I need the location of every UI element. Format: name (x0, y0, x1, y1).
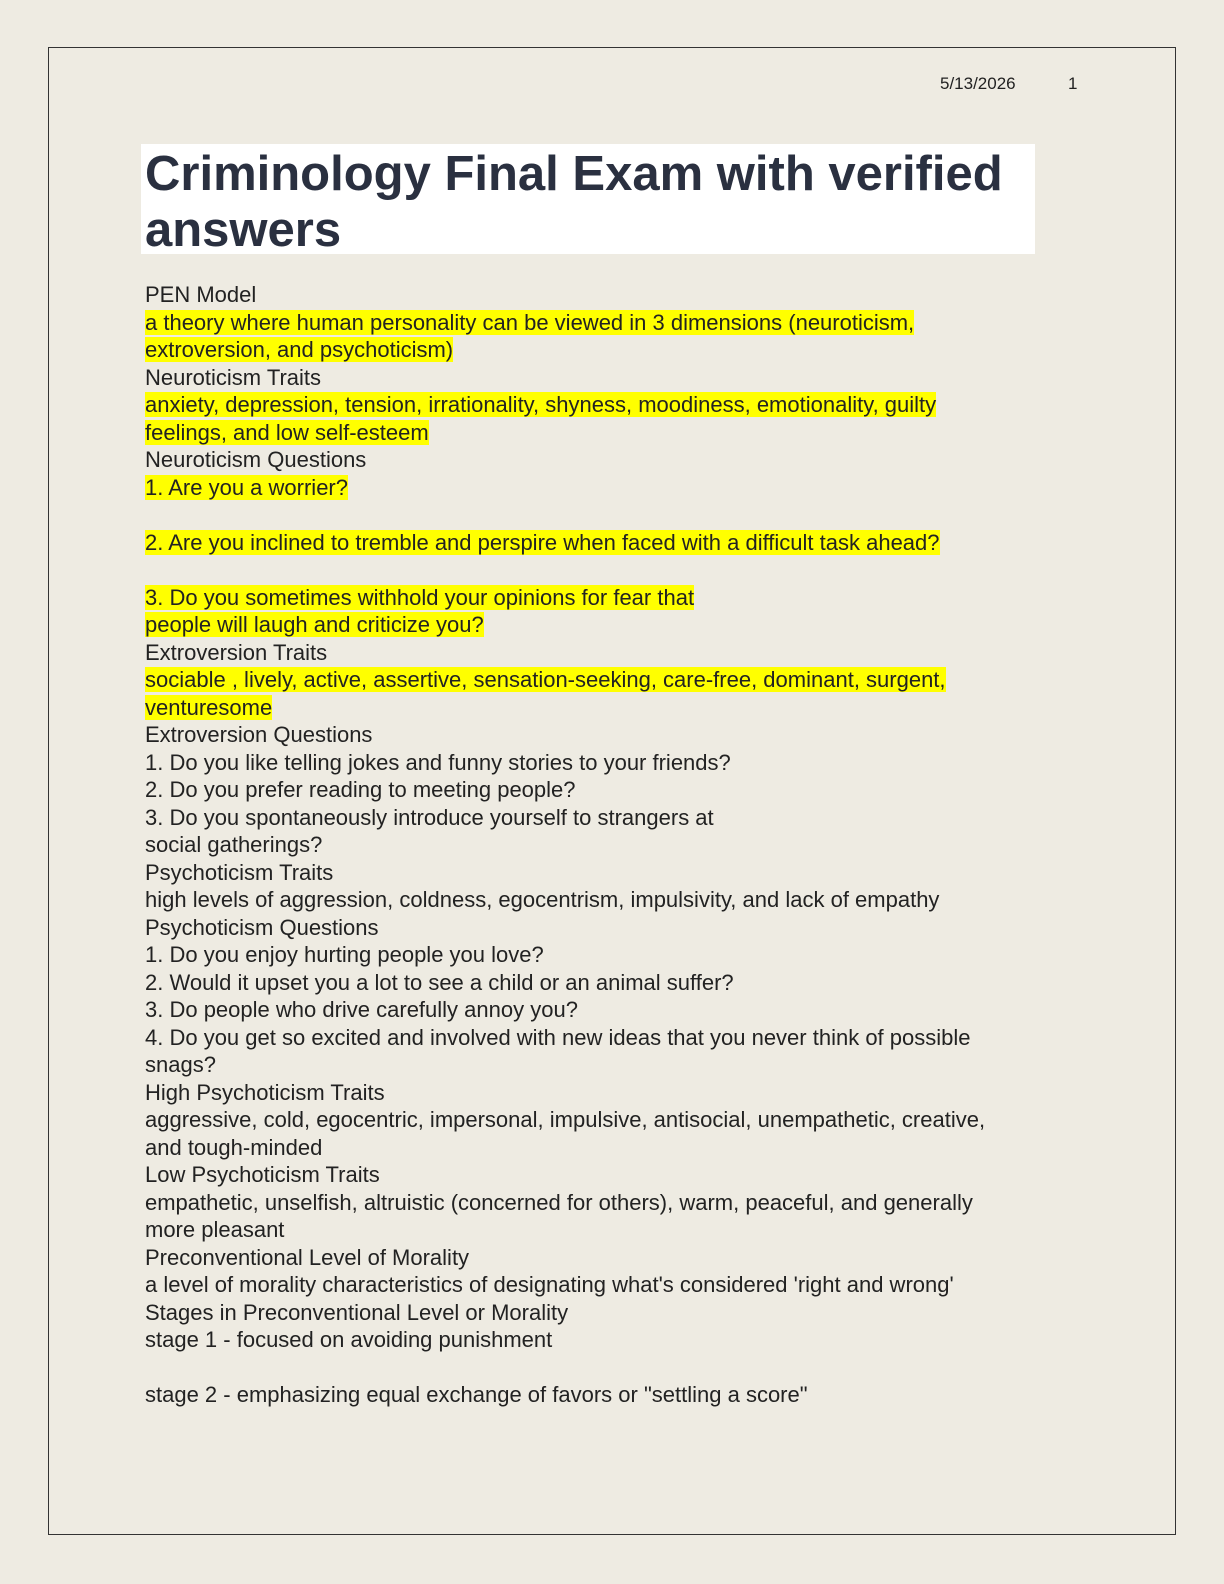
highlighted-text: 3. Do you sometimes withhold your opinions for fear that (145, 584, 695, 610)
line-text: stage 2 - emphasizing equal exchange of favors or "settling a score" (145, 1382, 808, 1407)
body-line (145, 831, 1085, 859)
line-text: Psychoticism Traits (145, 859, 334, 885)
body-line (145, 1024, 1085, 1052)
line-text: Extroversion Traits (145, 639, 328, 665)
body-line (145, 611, 1085, 639)
highlighted-text: venturesome (145, 694, 273, 720)
body-line (145, 996, 1085, 1024)
body-line (145, 1106, 1085, 1134)
highlighted-text: extroversion, and psychoticism) (145, 337, 454, 362)
body-line (145, 281, 1085, 309)
line-text: Preconventional Level of Morality (145, 1244, 470, 1270)
title-line: Criminology Final Exam with verified (145, 147, 1003, 201)
body-line (145, 1326, 1085, 1354)
body-line (145, 1216, 1085, 1244)
line-text: a level of morality characteristics of designating what's considered 'right and wrong' (145, 1272, 954, 1297)
line-text: 2. Do you prefer reading to meeting people? (145, 777, 576, 802)
blank-line (145, 1354, 1085, 1382)
page-number: 1 (1068, 74, 1078, 93)
line-text: 4. Do you get so excited and involved with new ideas that you never think of possible (145, 1024, 971, 1050)
body-line (145, 886, 1085, 914)
body-line (145, 1051, 1085, 1079)
blank-line (145, 501, 1085, 529)
body-line (145, 859, 1085, 887)
body-line (145, 1161, 1085, 1189)
body-line (145, 364, 1085, 392)
title-line: answers (145, 203, 342, 257)
line-text: and tough-minded (145, 1134, 323, 1160)
line-text: 1. Do you enjoy hurting people you love? (145, 942, 544, 967)
line-text: empathetic, unselfish, altruistic (concerned for others), warm, peaceful, and generally (145, 1189, 973, 1215)
body-line (145, 666, 1085, 694)
body-line (145, 1079, 1085, 1107)
body-line (145, 804, 1085, 832)
line-text: 2. Would it upset you a lot to see a child or an animal suffer? (145, 969, 734, 995)
line-text: Extroversion Questions (145, 722, 373, 747)
body-line (145, 529, 1085, 557)
line-text: stage 1 - focused on avoiding punishment (145, 1327, 553, 1352)
line-text: Neuroticism Questions (145, 447, 367, 472)
body-line (145, 914, 1085, 942)
line-text: social gatherings? (145, 832, 323, 857)
line-text: snags? (145, 1052, 216, 1077)
highlighted-text: feelings, and low self-esteem (145, 419, 429, 445)
line-text: high levels of aggression, coldness, egocentrism, impulsivity, and lack of empathy (145, 887, 940, 912)
body-line (145, 309, 1085, 337)
body-line (145, 749, 1085, 777)
line-text: High Psychoticism Traits (145, 1079, 385, 1105)
highlighted-text: 2. Are you inclined to tremble and perspire when faced with a difficult task ahead? (145, 529, 940, 555)
body-line (145, 1189, 1085, 1217)
body-line (145, 1271, 1085, 1299)
body-line (145, 584, 1085, 612)
header-date: 5/13/2026 (940, 74, 1016, 93)
highlighted-text: people will laugh and criticize you? (145, 612, 484, 637)
blank-line (145, 556, 1085, 584)
line-text: aggressive, cold, egocentric, impersonal, impulsive, antisocial, unempathetic, creative, (145, 1107, 986, 1132)
body-line (145, 336, 1085, 364)
line-text: PEN Model (145, 282, 257, 307)
body-line (145, 639, 1085, 667)
body-line (145, 776, 1085, 804)
highlighted-text: sociable , lively, active, assertive, sensation-seeking, care-free, dominant, surgent, (145, 667, 946, 692)
highlighted-text: a theory where human personality can be viewed in 3 dimensions (neuroticism, (145, 309, 915, 335)
body-line (145, 941, 1085, 969)
body-line (145, 1381, 1085, 1409)
body-line (145, 419, 1085, 447)
line-text: Psychoticism Questions (145, 914, 379, 940)
body-line (145, 1299, 1085, 1327)
line-text: more pleasant (145, 1217, 285, 1242)
body-line (145, 721, 1085, 749)
line-text: 3. Do people who drive carefully annoy you? (145, 997, 578, 1022)
highlighted-text: anxiety, depression, tension, irrationality, shyness, moodiness, emotionality, guilty (145, 392, 937, 417)
document-title (145, 146, 1025, 258)
line-text: Low Psychoticism Traits (145, 1162, 380, 1187)
line-text: 3. Do you spontaneously introduce yourself to strangers at (145, 804, 714, 830)
body-line (145, 1134, 1085, 1162)
document-body (145, 281, 1085, 1409)
line-text: Stages in Preconventional Level or Morality (145, 1299, 569, 1325)
body-line (145, 969, 1085, 997)
body-line (145, 1244, 1085, 1272)
body-line (145, 446, 1085, 474)
body-line (145, 474, 1085, 502)
body-line (145, 694, 1085, 722)
line-text: Neuroticism Traits (145, 364, 322, 390)
line-text: 1. Do you like telling jokes and funny stories to your friends? (145, 749, 731, 775)
body-line (145, 391, 1085, 419)
highlighted-text: 1. Are you a worrier? (145, 474, 348, 500)
